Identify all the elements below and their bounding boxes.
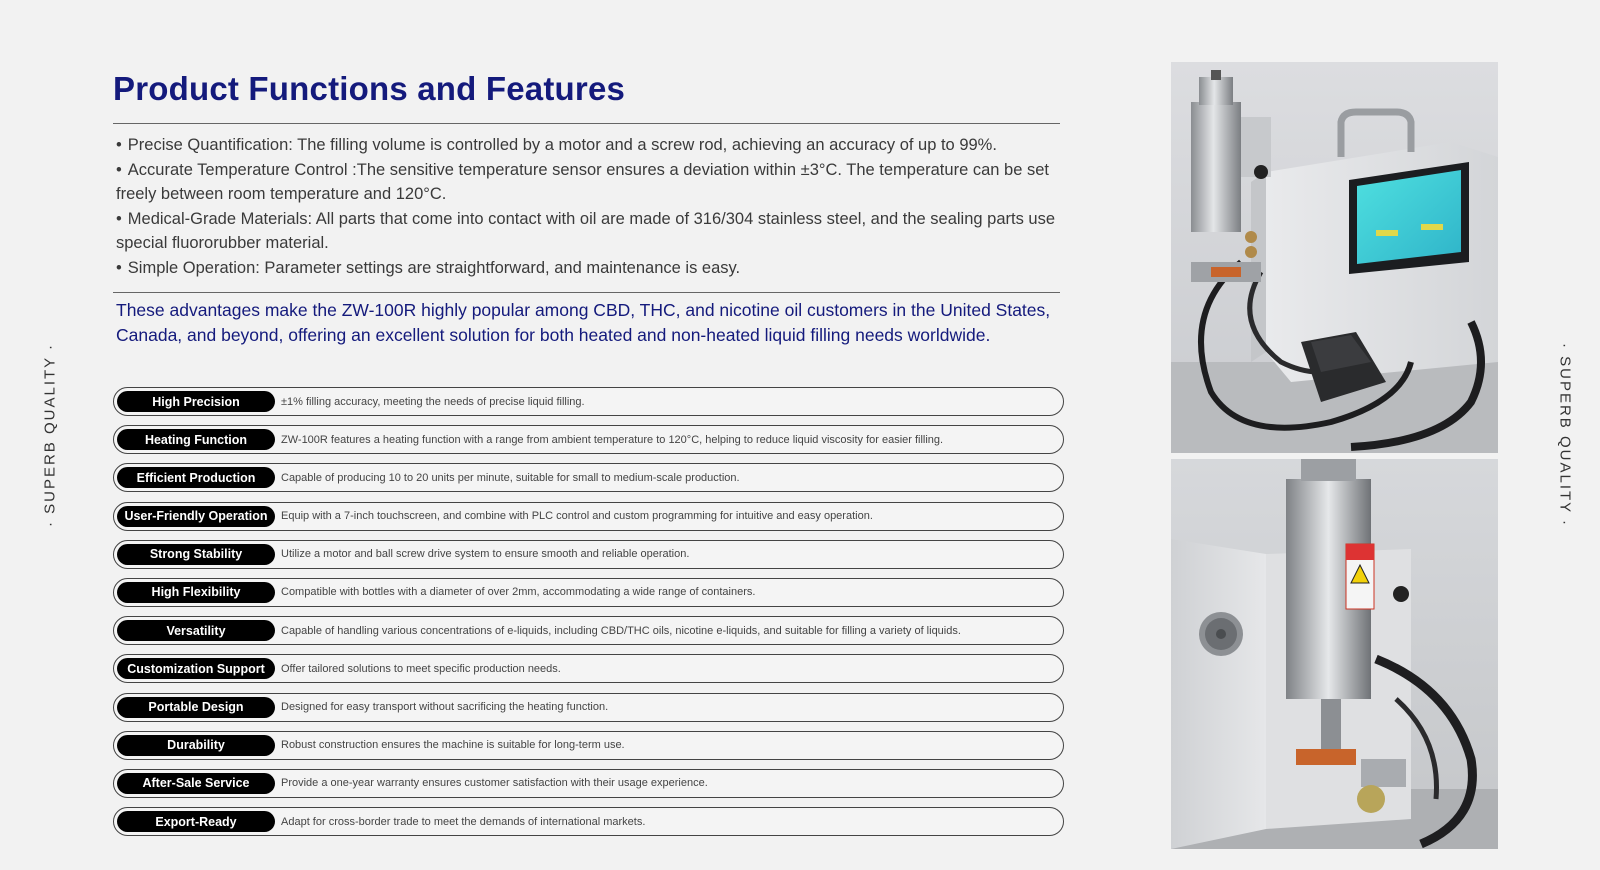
feature-row [113, 387, 1064, 416]
feature-label: Durability [117, 735, 275, 756]
side-text-left: · SUPERB QUALITY · [41, 342, 59, 528]
feature-row [113, 502, 1064, 531]
title-divider [113, 123, 1060, 124]
feature-label: After-Sale Service [117, 773, 275, 794]
feature-desc: ±1% filling accuracy, meeting the needs of precise liquid filling. [281, 395, 585, 408]
feature-row [113, 616, 1064, 645]
feature-desc: ZW-100R features a heating function with a range from ambient temperature to 120°C, helping to reduce liquid viscosity for easier filling. [281, 433, 944, 446]
feature-desc: Compatible with bottles with a diameter of over 2mm, accommodating a wide range of containers. [281, 586, 756, 599]
bullet-item: • Accurate Temperature Control :The sensitive temperature sensor ensures a deviation within ±3°C. The temperature can be set freely between room temperature and 120°C. [116, 160, 1049, 203]
feature-desc: Utilize a motor and ball screw drive system to ensure smooth and reliable operation. [281, 548, 690, 561]
feature-desc: Capable of handling various concentrations of e-liquids, including CBD/THC oils, nicotine e-liquids, and suitable for filling a variety of liquids. [281, 624, 961, 637]
feature-label: Versatility [117, 620, 275, 641]
feature-list [113, 387, 1064, 845]
feature-bullets [116, 133, 1091, 280]
bullet-text: Simple Operation: Parameter settings are straightforward, and maintenance is easy. [127, 258, 741, 277]
feature-desc: Offer tailored solutions to meet specific production needs. [281, 662, 561, 675]
bullet-text: Accurate Temperature Control :The sensitive temperature sensor ensures a deviation within ±3°C. The temperature can be set freely between room temperature and 120°C. [116, 160, 1049, 203]
feature-desc: Designed for easy transport without sacrificing the heating function. [281, 701, 609, 713]
feature-label: Heating Function [117, 429, 275, 450]
feature-desc: Provide a one-year warranty ensures customer satisfaction with their usage experience. [281, 777, 708, 790]
bullet-item: • Medical-Grade Materials: All parts that come into contact with oil are made of 316/304 stainless steel, and the sealing parts use special fluororubber material. [116, 209, 1056, 252]
bullet-text: Precise Quantification: The filling volume is controlled by a motor and a screw rod, achieving an accuracy of up to 99%. [127, 136, 997, 154]
feature-label: High Precision [117, 391, 275, 412]
bullet-item: • Simple Operation: Parameter settings are straightforward, and maintenance is easy. [116, 258, 741, 277]
bullet-text: Medical-Grade Materials: All parts that come into contact with oil are made of 316/304 stainless steel, and the sealing parts use special fluororubber material. [116, 209, 1056, 252]
feature-desc: Equip with a 7-inch touchscreen, and combine with PLC control and custom programming for intuitive and easy operation. [281, 510, 873, 523]
feature-row [113, 731, 1064, 760]
feature-row [113, 540, 1064, 569]
highlight-paragraph: These advantages make the ZW-100R highly popular among CBD, THC, and nicotine oil customers in the United States, Canada, and beyond, offering an excellent solution for both heated and non-heated liquid filling needs worldwide. [116, 300, 1051, 345]
machine-side-photo [1171, 459, 1498, 849]
feature-row [113, 769, 1064, 798]
machine-front-photo [1171, 62, 1498, 453]
feature-row [113, 693, 1064, 722]
feature-label: High Flexibility [117, 582, 275, 603]
feature-row [113, 578, 1064, 607]
feature-row [113, 807, 1064, 836]
feature-row [113, 463, 1064, 492]
bullet-item: • Precise Quantification: The filling volume is controlled by a motor and a screw rod, achieving an accuracy of up to 99%. [116, 136, 997, 154]
page-title: Product Functions and Features [113, 70, 626, 107]
feature-label: Export-Ready [117, 811, 275, 832]
feature-row [113, 425, 1064, 454]
side-text-right: · SUPERB QUALITY · [1556, 342, 1574, 528]
feature-desc: Adapt for cross-border trade to meet the demands of international markets. [281, 815, 646, 828]
feature-label: Strong Stability [117, 544, 275, 565]
feature-desc: Robust construction ensures the machine is suitable for long-term use. [281, 739, 625, 752]
feature-label: Efficient Production [117, 467, 275, 488]
feature-row [113, 654, 1064, 683]
feature-desc: Capable of producing 10 to 20 units per minute, suitable for small to medium-scale production. [281, 471, 740, 484]
feature-label: User-Friendly Operation [117, 506, 275, 527]
feature-label: Customization Support [117, 658, 275, 679]
bullets-divider [113, 292, 1060, 293]
feature-label: Portable Design [117, 697, 275, 718]
